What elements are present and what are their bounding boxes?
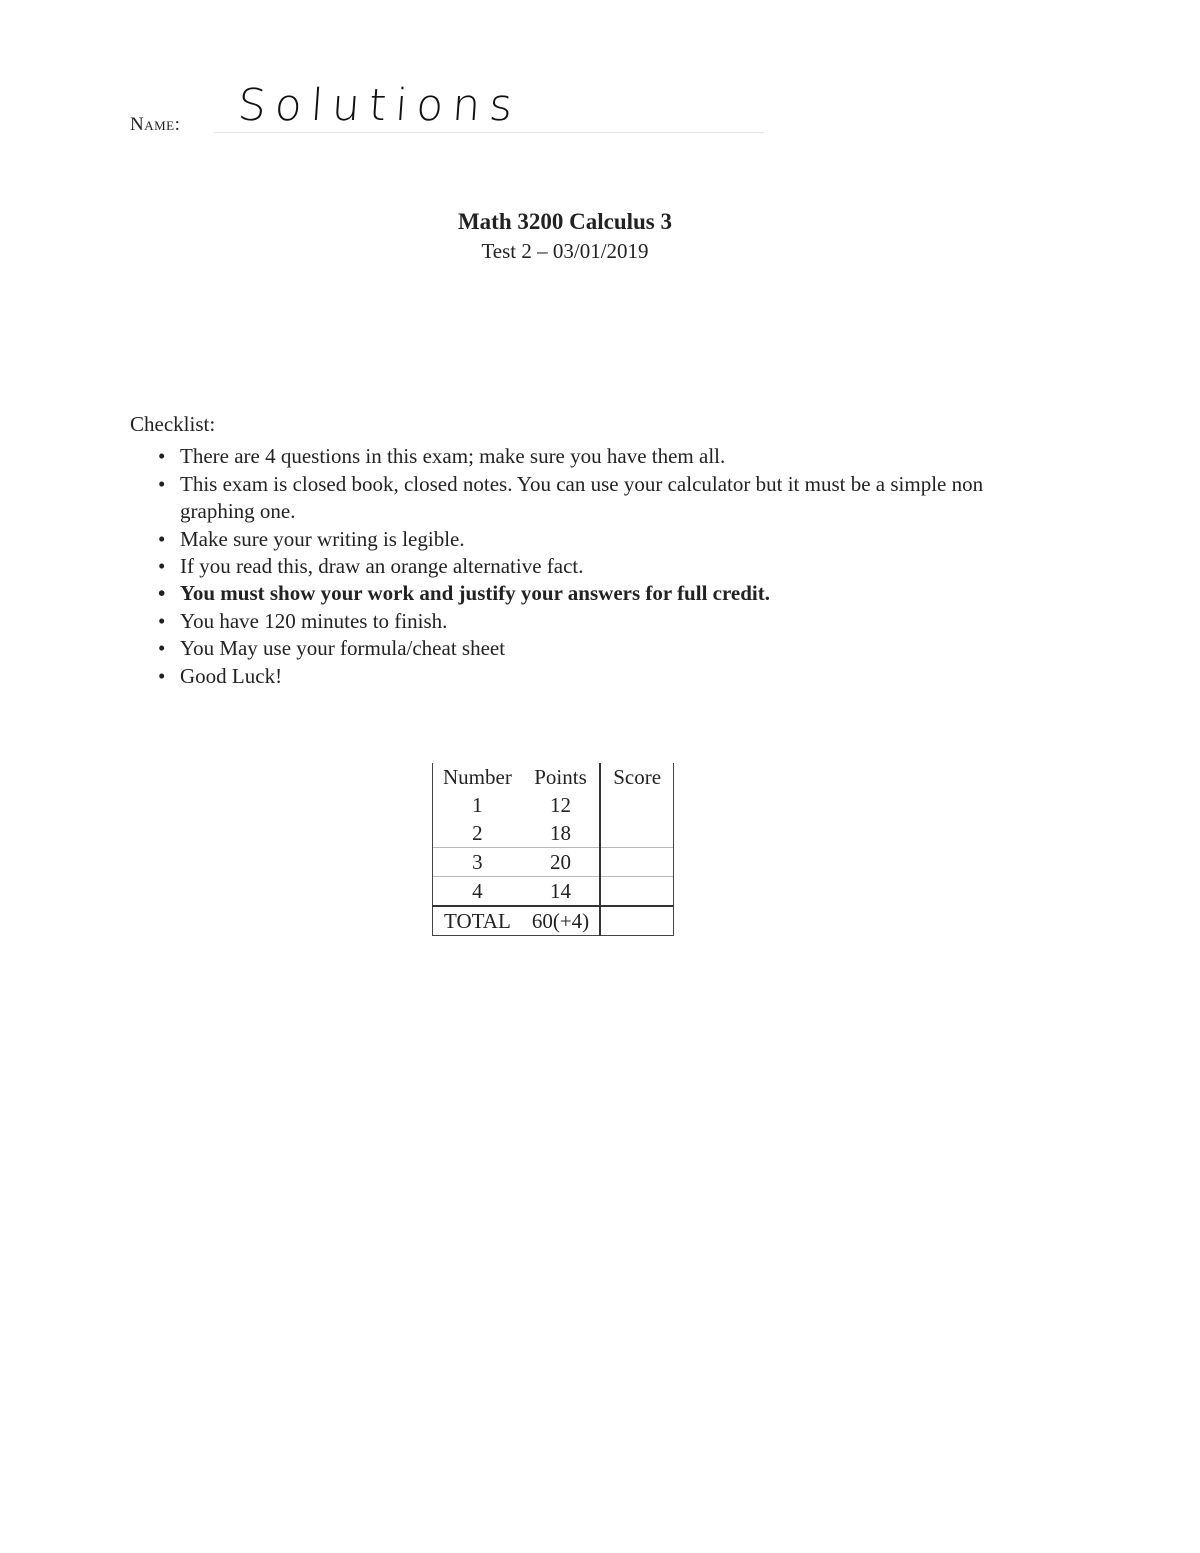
list-item: • There are 4 questions in this exam; make sure you have them all. xyxy=(130,443,1040,470)
checklist-title: Checklist: xyxy=(130,412,216,436)
cell-points: 18 xyxy=(550,820,571,845)
handwritten-name: Solutions xyxy=(236,80,523,131)
header-points: Points xyxy=(534,764,587,789)
cell-score xyxy=(600,877,674,907)
cell-number: 4 xyxy=(433,877,522,907)
cell-score xyxy=(600,848,674,877)
list-item: • Good Luck! xyxy=(130,663,1040,690)
list-item: • Make sure your writing is legible. xyxy=(130,526,1040,553)
course-title: Math 3200 Calculus 3 xyxy=(457,209,673,234)
total-label: TOTAL xyxy=(433,906,522,936)
table-row xyxy=(433,877,674,907)
cell-score xyxy=(600,819,674,848)
cell-points: 20 xyxy=(522,848,600,877)
list-item: • You must show your work and justify your answers for full credit. xyxy=(130,580,1040,607)
table-row xyxy=(433,819,674,848)
name-field xyxy=(130,80,770,138)
cell-score xyxy=(600,791,674,819)
list-item: • This exam is closed book, closed notes. You can use your calculator but it must be a simple non graphing one. xyxy=(130,471,1040,526)
header-score: Score xyxy=(600,763,674,791)
table-header-row xyxy=(433,763,674,791)
cell-number: 2 xyxy=(433,819,522,848)
header-number: Number xyxy=(433,763,522,791)
list-item: • You have 120 minutes to finish. xyxy=(130,608,1040,635)
cell-points: 14 xyxy=(522,877,600,907)
name-label: Name: xyxy=(130,114,181,135)
list-item: • If you read this, draw an orange alternative fact. xyxy=(130,553,1040,580)
list-item: • You May use your formula/cheat sheet xyxy=(130,635,1040,662)
cell-number: 1 xyxy=(433,791,522,819)
cell-number: 3 xyxy=(433,848,522,877)
total-points: 60(+4) xyxy=(522,906,600,936)
cell-points: 12 xyxy=(550,792,571,817)
test-subtitle: Test 2 – 03/01/2019 xyxy=(481,239,649,263)
name-underline xyxy=(214,132,764,133)
checklist xyxy=(130,411,1040,690)
table-row xyxy=(433,848,674,877)
table-total-row xyxy=(433,906,674,936)
table-row xyxy=(433,791,674,819)
total-score xyxy=(600,906,674,936)
score-table xyxy=(432,763,674,936)
